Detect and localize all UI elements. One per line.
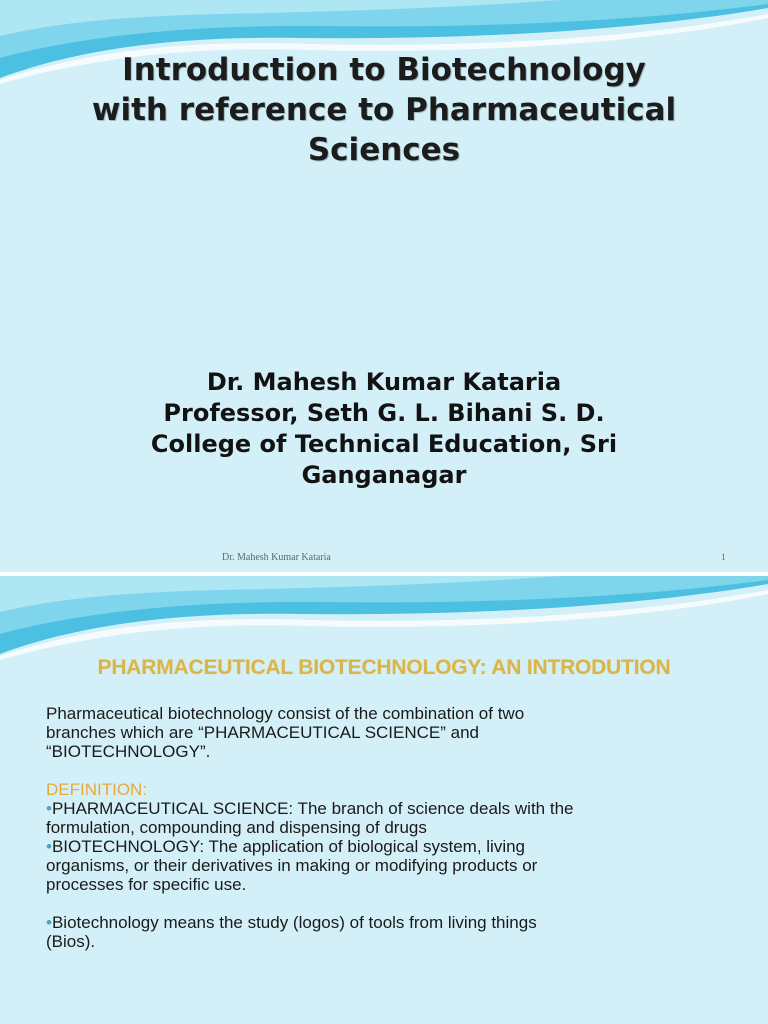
bullet-line: processes for specific use. [46,875,247,894]
intro-line: branches which are “PHARMACEUTICAL SCIENCE” and [46,723,480,742]
title-line: Sciences [307,132,461,168]
author-line: Ganganagar [301,461,467,489]
author-block [40,367,728,491]
author-line: College of Technical Education, Sri [150,430,618,458]
slide-footer-author: Dr. Mahesh Kumar Kataria [222,552,331,563]
slide-page-number: 1 [721,552,726,562]
bullet-item [46,913,736,951]
slide-title [20,50,748,170]
slide-heading: PHARMACEUTICAL BIOTECHNOLOGY: AN INTRODUTION [97,656,671,679]
bullet-line: BIOTECHNOLOGY: The application of biological system, living [51,837,526,856]
slide-2 [0,576,768,1024]
author-line: Professor, Seth G. L. Bihani S. D. [163,399,605,427]
bullet-line: formulation, compounding and dispensing of drugs [46,818,427,837]
intro-paragraph [46,704,736,761]
bullet-line: PHARMACEUTICAL SCIENCE: The branch of science deals with the [51,799,574,818]
title-line: Introduction to Biotechnology [122,52,646,88]
bullet-line: (Bios). [46,932,96,951]
intro-line: “BIOTECHNOLOGY”. [46,742,211,761]
bullet-glyph: • [46,913,52,932]
bullet-item [46,799,736,837]
header-wave-decoration [0,576,768,666]
slide-body [46,704,736,951]
bullet-glyph: • [46,799,52,818]
bullet-glyph: • [46,837,52,856]
intro-line: Pharmaceutical biotechnology consist of the combination of two [46,704,525,723]
spacer [46,894,736,913]
title-line: with reference to Pharmaceutical [91,92,677,128]
definition-label: DEFINITION: [46,780,148,799]
bullet-line: organisms, or their derivatives in making or modifying products or [46,856,538,875]
author-line: Dr. Mahesh Kumar Kataria [206,368,562,396]
bullet-line: Biotechnology means the study (logos) of tools from living things [51,913,537,932]
bullet-item [46,837,736,894]
